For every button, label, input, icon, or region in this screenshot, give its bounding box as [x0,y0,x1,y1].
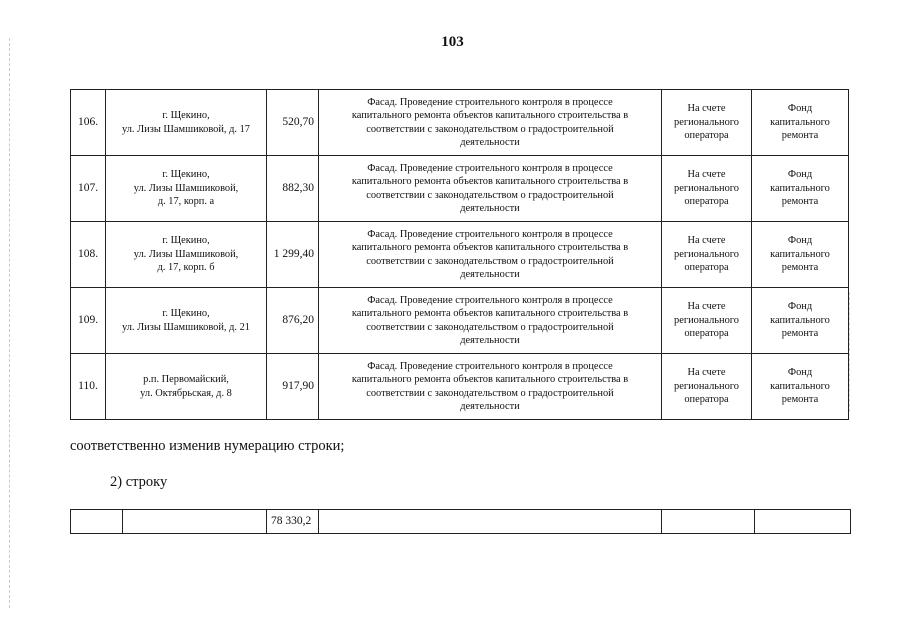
work-description-cell [319,288,662,354]
address-cell-line: г. Щекино, [162,235,210,247]
work-table-body [71,90,849,420]
financing-cell-line: регионального [674,314,739,326]
fund-cell-line: Фонд [787,301,813,313]
row-number-cell: 107. [71,156,106,222]
fund-cell-line: ремонта [781,196,819,208]
work-description-cell [319,90,662,156]
total-num-cell [71,510,123,534]
work-description-cell-line: капитального ремонта объектов капитального строительства в [351,176,629,187]
work-description-cell-line: Фасад. Проведение строительного контроля в процессе [367,162,613,174]
work-description-cell-line: деятельности [460,401,520,412]
area-cell: 917,90 [267,354,319,420]
fund-cell-line: Фонд [787,169,813,181]
fund-cell-line: Фонд [787,367,813,379]
work-table [70,89,849,420]
fund-cell-line: Фонд [787,103,813,115]
work-description-cell-line: соответствии с законодательством о градостроительной [366,255,614,267]
work-description-cell-line: деятельности [460,137,520,148]
address-cell-line: р.п. Первомайский, [143,374,229,385]
total-work-cell [319,510,662,534]
work-description-cell-line: деятельности [460,335,520,346]
total-area-cell: 78 330,2 [267,510,319,534]
work-description-cell [319,156,662,222]
total-address-cell [123,510,267,534]
work-description-cell-line: Фасад. Проведение строительного контроля в процессе [367,294,613,306]
fund-cell [752,222,849,288]
area-cell: 1 299,40 [267,222,319,288]
fund-cell-line: капитального [770,116,830,128]
financing-cell-line: оператора [684,196,729,208]
table-row [71,156,849,222]
work-description-cell-line: Фасад. Проведение строительного контроля в процессе [367,360,613,372]
work-description-cell-line: Фасад. Проведение строительного контроля в процессе [367,96,613,108]
row-number-cell: 110. [71,354,106,420]
financing-cell-line: регионального [674,380,739,392]
scan-edge-right [849,292,850,412]
financing-cell [662,288,752,354]
financing-cell [662,90,752,156]
table-row [71,90,849,156]
work-description-cell-line: соответствии с законодательством о градостроительной [366,123,614,135]
work-description-cell [319,222,662,288]
financing-cell-line: оператора [684,130,729,142]
address-cell-line: ул. Лизы Шамшиковой, [133,182,239,194]
address-cell [106,90,267,156]
table-row [71,222,849,288]
fund-cell-line: капитального [770,380,830,392]
total-row [71,510,851,534]
fund-cell-line: капитального [770,314,830,326]
financing-cell-line: регионального [674,248,739,260]
address-cell-line: г. Щекино, [162,308,210,319]
financing-cell-line: На счете [687,301,726,313]
row-number-cell: 106. [71,90,106,156]
page-number: 103 [441,34,464,50]
address-cell-line: д. 17, корп. а [157,196,215,208]
fund-cell-line: ремонта [781,262,819,274]
fund-cell-line: капитального [770,182,830,194]
instruction-paragraph-1: соответственно изменив нумерацию строки; [70,438,345,454]
row-number-cell: 109. [71,288,106,354]
area-cell: 882,30 [267,156,319,222]
financing-cell-line: На счете [687,367,726,379]
financing-cell-line: регионального [674,182,739,194]
financing-cell [662,222,752,288]
address-cell-line: ул. Лизы Шамшиковой, д. 21 [121,321,250,333]
work-description-cell-line: капитального ремонта объектов капитального строительства в [351,242,629,253]
financing-cell [662,156,752,222]
total-financing-cell [662,510,755,534]
fund-cell [752,288,849,354]
work-description-cell-line: соответствии с законодательством о градостроительной [366,321,614,333]
table-row [71,354,849,420]
address-cell-line: д. 17, корп. б [157,262,215,274]
fund-cell-line: Фонд [787,235,813,247]
financing-cell [662,354,752,420]
scan-edge-left [9,38,10,608]
fund-cell [752,156,849,222]
address-cell-line: г. Щекино, [162,110,210,121]
table-row [71,288,849,354]
address-cell [106,222,267,288]
address-cell-line: ул. Лизы Шамшиковой, д. 17 [121,123,250,135]
address-cell [106,156,267,222]
fund-cell-line: ремонта [781,394,819,406]
area-cell: 520,70 [267,90,319,156]
address-cell-line: г. Щекино, [162,169,210,181]
work-description-cell [319,354,662,420]
address-cell-line: ул. Октябрьская, д. 8 [140,387,232,399]
fund-cell-line: ремонта [781,130,819,142]
financing-cell-line: регионального [674,116,739,128]
work-description-cell-line: капитального ремонта объектов капитального строительства в [351,110,629,121]
address-cell [106,288,267,354]
financing-cell-line: оператора [684,394,729,406]
instruction-paragraph-2: 2) строку [110,474,168,490]
fund-cell-line: ремонта [781,328,819,340]
financing-cell-line: На счете [687,103,726,115]
financing-cell-line: оператора [684,262,729,274]
fund-cell [752,90,849,156]
total-fund-cell [755,510,851,534]
fund-cell [752,354,849,420]
total-table [70,509,851,534]
work-description-cell-line: соответствии с законодательством о градостроительной [366,189,614,201]
work-description-cell-line: капитального ремонта объектов капитального строительства в [351,308,629,319]
work-description-cell-line: капитального ремонта объектов капитального строительства в [351,374,629,385]
financing-cell-line: На счете [687,235,726,247]
work-description-cell-line: Фасад. Проведение строительного контроля в процессе [367,228,613,240]
row-number-cell: 108. [71,222,106,288]
address-cell [106,354,267,420]
work-description-cell-line: деятельности [460,203,520,214]
financing-cell-line: На счете [687,169,726,181]
address-cell-line: ул. Лизы Шамшиковой, [133,248,239,260]
work-description-cell-line: соответствии с законодательством о градостроительной [366,387,614,399]
fund-cell-line: капитального [770,248,830,260]
financing-cell-line: оператора [684,328,729,340]
area-cell: 876,20 [267,288,319,354]
work-description-cell-line: деятельности [460,269,520,280]
